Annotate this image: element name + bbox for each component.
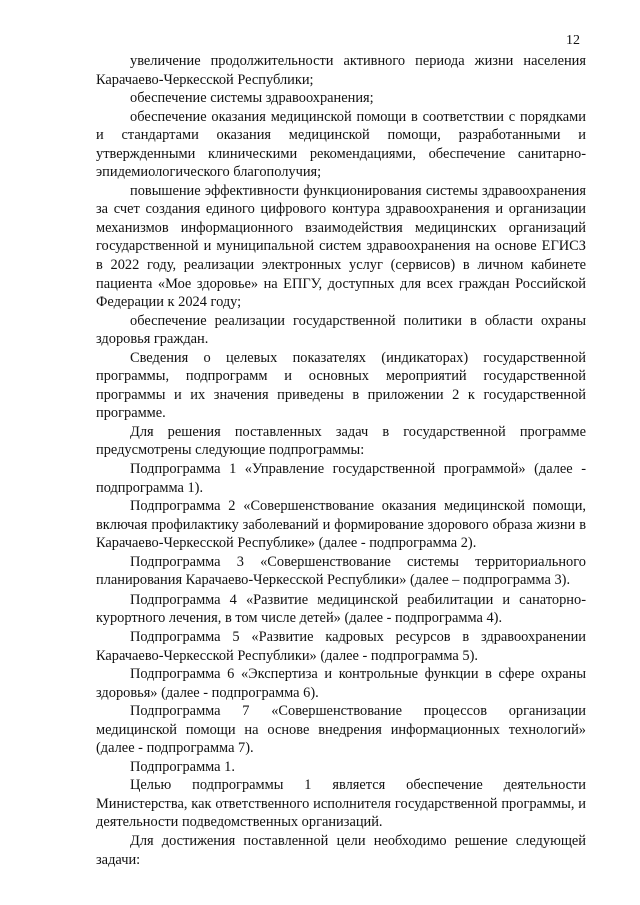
paragraph: увеличение продолжительности активного периода жизни населения Карачаево-Черкесской Республики;	[96, 53, 586, 88]
paragraph: Подпрограмма 3 «Совершенствование системы территориального планирования Карачаево-Черкесской Республики» (далее – подпрограмма 3).	[96, 553, 586, 589]
paragraph: повышение эффективности функционирования системы здравоохранения за счет создания единого цифрового контура здравоохранения и организации механизмов информационного взаимодействия медицинских организаций государственной и муниципальной систем здравоохранения на основе ЕГИСЗ в 2022 году, реализации электронных услуг (сервисов) в личном кабинете пациента «Мое здоровье» на ЕПГУ, доступных для всех граждан Российской Федерации к 2024 году;	[96, 182, 586, 311]
paragraph: Сведения о целевых показателях (индикаторах) государственной программы, подпрограмм и основных мероприятий государственной программы и их значения приведены в приложении 2 к государственной программе.	[96, 349, 586, 422]
paragraph: Подпрограмма 1 «Управление государственной программой» (далее - подпрограмма 1).	[96, 461, 586, 496]
paragraph: обеспечение оказания медицинской помощи в соответствии с порядками и стандартами оказания медицинской помощи, разработанными и утвержденными клиническими рекомендациями, обеспечение санитарно-эпидемиологического благополучия;	[96, 108, 586, 181]
page-number: 12	[566, 33, 580, 48]
paragraph: Для достижения поставленной цели необходимо решение следующей задачи:	[96, 832, 586, 868]
paragraph: обеспечение реализации государственной политики в области охраны здоровья граждан.	[96, 312, 586, 348]
paragraph: Подпрограмма 2 «Совершенствование оказания медицинской помощи, включая профилактику заболеваний и формирование здорового образа жизни в Карачаево-Черкесской Республике» (далее - подпрограмма 2).	[96, 498, 586, 552]
paragraph: Подпрограмма 6 «Экспертиза и контрольные функции в сфере охраны здоровья» (далее - подпрограмма 6).	[96, 666, 586, 701]
paragraph: Подпрограмма 7 «Совершенствование процессов организации медицинской помощи на основе внедрения информационных технологий» (далее - подпрограмма 7).	[96, 703, 586, 757]
paragraph: обеспечение системы здравоохранения;	[130, 90, 374, 107]
paragraph: Целью подпрограммы 1 является обеспечение деятельности Министерства, как ответственного исполнителя государственной программы, и деятельности подведомственных организаций.	[96, 777, 586, 831]
document-body	[96, 52, 586, 869]
paragraph: Подпрограмма 1.	[130, 758, 235, 775]
paragraph: Подпрограмма 4 «Развитие медицинской реабилитации и санаторно-курортного лечения, в том числе детей» (далее - подпрограмма 4).	[96, 591, 586, 627]
paragraph: Подпрограмма 5 «Развитие кадровых ресурсов в здравоохранении Карачаево-Черкесской Республики» (далее - подпрограмма 5).	[96, 628, 586, 664]
paragraph: Для решения поставленных задач в государственной программе предусмотрены следующие подпрограммы:	[96, 423, 586, 459]
